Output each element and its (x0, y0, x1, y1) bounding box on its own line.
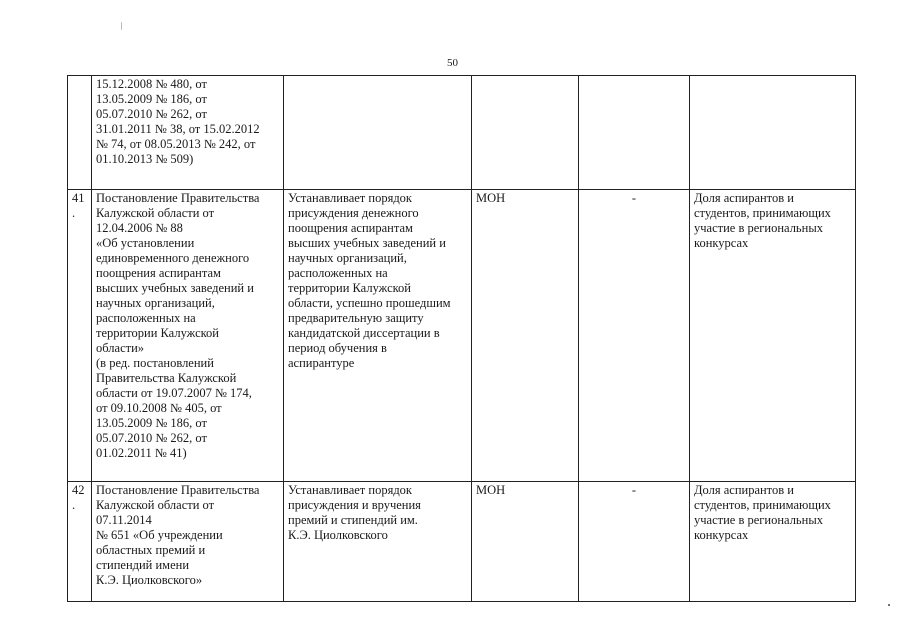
document-line: «Об установлении (96, 236, 195, 250)
document-line: Калужской области от (96, 206, 215, 220)
document-line: 31.01.2011 № 38, от 15.02.2012 (96, 122, 260, 136)
document-line: стипендий имени (96, 558, 190, 572)
page-number: 50 (447, 57, 458, 69)
dash: - (631, 483, 637, 497)
purpose-line: Устанавливает порядок (288, 191, 413, 205)
table-row (68, 76, 856, 190)
indicator-cell (690, 76, 856, 190)
table-row (68, 482, 856, 602)
purpose-line: аспирантуре (288, 356, 355, 370)
executor: МОН (476, 191, 506, 205)
document-line: 01.10.2013 № 509) (96, 152, 194, 166)
purpose-line: премий и стипендий им. (288, 513, 418, 527)
document-line: 13.05.2009 № 186, от (96, 92, 207, 106)
document-line: 12.04.2006 № 88 (96, 221, 183, 235)
document-line: территории Калужской (96, 326, 219, 340)
purpose-line: присуждения денежного (288, 206, 419, 220)
executor-cell (472, 76, 579, 190)
executor-cell (472, 482, 579, 602)
purpose-line: научных организаций, (288, 251, 407, 265)
document-line: 15.12.2008 № 480, от (96, 77, 207, 91)
indicator-line: Доля аспирантов и (694, 483, 794, 497)
document-line: Постановление Правительства (96, 191, 260, 205)
document-line: 13.05.2009 № 186, от (96, 416, 207, 430)
document-line: 01.02.2011 № 41) (96, 446, 187, 460)
purpose-line: высших учебных заведений и (288, 236, 446, 250)
indicator-line: участие в региональных (694, 221, 823, 235)
document-line: № 74, от 08.05.2013 № 242, от (96, 137, 256, 151)
purpose-cell (284, 76, 472, 190)
indicator-line: Доля аспирантов и (694, 191, 794, 205)
document-line: 05.07.2010 № 262, от (96, 431, 207, 445)
dash: - (631, 191, 637, 205)
document-line: от 09.10.2008 № 405, от (96, 401, 222, 415)
document-line: области» (96, 341, 145, 355)
purpose-line: территории Калужской (288, 281, 411, 295)
table-body (68, 76, 856, 602)
purpose-line: Устанавливает порядок (288, 483, 413, 497)
document-line: высших учебных заведений и (96, 281, 254, 295)
document-line: расположенных на (96, 311, 196, 325)
purpose-line: области, успешно прошедшим (288, 296, 451, 310)
row-number-cell (68, 76, 92, 190)
indicator-line: студентов, принимающих (694, 206, 831, 220)
document-line: Правительства Калужской (96, 371, 237, 385)
document-cell (92, 190, 284, 482)
document-line: (в ред. постановлений (96, 356, 214, 370)
row-number: 42. (72, 483, 85, 512)
purpose-line: кандидатской диссертации в (288, 326, 440, 340)
document-line: 07.11.2014 (96, 513, 152, 527)
dash-cell (579, 190, 690, 482)
document-line: научных организаций, (96, 296, 215, 310)
document-line: Калужской области от (96, 498, 215, 512)
document-cell (92, 76, 284, 190)
indicator-line: студентов, принимающих (694, 498, 831, 512)
document-line: Постановление Правительства (96, 483, 260, 497)
purpose-line: присуждения и вручения (288, 498, 421, 512)
purpose-line: предварительную защиту (288, 311, 424, 325)
document-table (67, 75, 856, 602)
document-line: областных премий и (96, 543, 206, 557)
document-cell (92, 482, 284, 602)
executor: МОН (476, 483, 506, 497)
dash-cell (579, 482, 690, 602)
document-line: К.Э. Циолковского» (96, 573, 203, 587)
indicator-line: конкурсах (694, 528, 749, 542)
indicator-line: участие в региональных (694, 513, 823, 527)
purpose-cell (284, 482, 472, 602)
purpose-line: К.Э. Циолковского (288, 528, 388, 542)
document-line: 05.07.2010 № 262, от (96, 107, 207, 121)
purpose-line: расположенных на (288, 266, 388, 280)
row-number-cell (68, 190, 92, 482)
table-row (68, 190, 856, 482)
indicator-cell (690, 190, 856, 482)
purpose-line: период обучения в (288, 341, 387, 355)
row-number-cell (68, 482, 92, 602)
purpose-cell (284, 190, 472, 482)
row-number: 41. (72, 191, 85, 220)
scan-speck (121, 22, 122, 30)
scan-speck (888, 604, 890, 606)
document-line: № 651 «Об учреждении (96, 528, 223, 542)
document-line: поощрения аспирантам (96, 266, 221, 280)
indicator-cell (690, 482, 856, 602)
executor-cell (472, 190, 579, 482)
purpose-line: поощрения аспирантам (288, 221, 413, 235)
document-line: области от 19.07.2007 № 174, (96, 386, 252, 400)
dash-cell (579, 76, 690, 190)
indicator-line: конкурсах (694, 236, 749, 250)
document-line: единовременного денежного (96, 251, 250, 265)
